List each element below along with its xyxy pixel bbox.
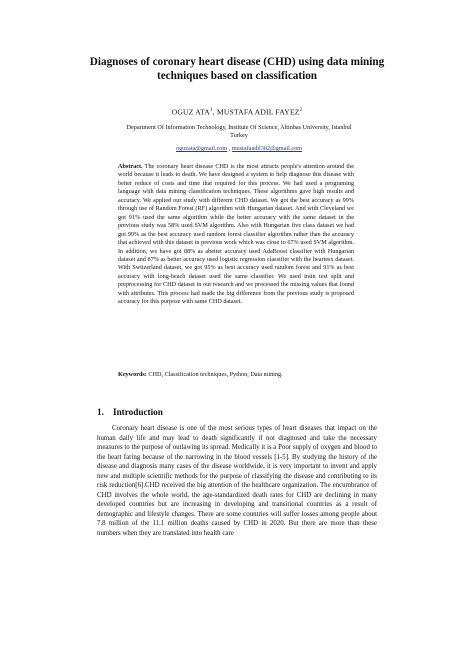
abstract-label: Abstract. <box>118 163 143 170</box>
keywords-block <box>118 371 354 379</box>
introduction-paragraph: Coronary heart disease is one of the most serious types of heart diseases that impact on the human daily life and may lead to death significantly if not diagnosed and take the necessary measures to the purpose of outlawing its spread. Medically it is a Poor supply of oxygen and blood to the heart faring because of the narrowing in the blood vessels [1-5]. By studying the history of the disease and diagnosis many cases of the disease worldwide, it is very important to invent and apply new and multiple scientific methods for the purpose of classifying the disease and contributing to its risk reduction[6].CHD received the big attention of the healthcare organization. The encumbrance of CHD involves the whole world, the age-standardized death rates for CHD are declining in many developed countries but are increasing in developing and transitional countries as a result of demographic and lifestyle changes. There are some countries will suffer losses among people about 7.8 million of the 11.1 million deaths caused by CHD in 2020. But there are more than these numbers when they are translated into health care <box>97 425 377 538</box>
email-line <box>108 145 370 153</box>
affiliation-line-2: Turkey <box>230 132 248 139</box>
abstract-text: The coronary heart disease CHD is the most attracts people's attention around the world because it leads to death. We have designed a system to help diagnose this disease with better reduce of costs and time that required for this process. We had used a programing language with data mining classification techniques. These algorithms gave high results and accuracy. We applied our study with different CHD dataset. We got the best accuracy as 99% through use of Random Forest (RF) algorithm with Hungarian dataset. And with Cleveland we got 91% used the same algorithm while the better accuracy with the same dataset in the previous study was 58% used SVM algorithm. Also with Hungarian five class dataset we had got 99% as the best accuracy used random forest classifier algorithm rather than the accuracy that achieved with this dataset in previous work which was close to 67% used SVM algorithm. In addition, we have got 88% as abetter accuracy used AdaBoost classifier with Hungarian dataset and 87% as better accuracy used logistic regression classifier with the heartesx dataset. With Switzerland dataset, we got 95% as best accuracy used random forest and 91% as best accuracy with long-beach dataset used the same classifier. We used train test split and preprocessing for CHD dataset in our research and we processed the missing values that found with attributes. This process had made the big difference from the previous study is proposed accuracy for this purpose with same CHD dataset. <box>118 163 354 306</box>
email-link-1[interactable]: oguzata@gmail.com <box>175 145 228 152</box>
section-title: Introduction <box>113 407 163 417</box>
keywords-text: CHD, Classification techniques, Python, Data mining. <box>146 371 283 378</box>
author-separator: , <box>212 107 217 117</box>
section-heading-introduction <box>97 406 377 418</box>
abstract-block <box>118 163 354 307</box>
affiliation-line-1: Department Of Information Technology, Institute Of Science, Altinbas University, Istanbul <box>126 124 352 131</box>
author-1-superscript: 1 <box>209 108 213 113</box>
email-link-2[interactable]: mustafaadil302@gmail.com <box>231 145 302 152</box>
author-line <box>80 106 394 118</box>
section-number: 1. <box>97 407 104 417</box>
author-2-superscript: 2 <box>299 108 303 113</box>
affiliation <box>108 124 370 140</box>
email-separator: , <box>227 145 232 152</box>
keywords-label: Keywords: <box>118 371 147 378</box>
author-1-name: OGUZ ATA <box>171 107 210 117</box>
paper-title: Diagnoses of coronary heart disease (CHD) using data mining techniques based on classification <box>89 56 385 82</box>
author-2-name: MUSTAFA ADIL FAYEZ <box>216 107 300 117</box>
